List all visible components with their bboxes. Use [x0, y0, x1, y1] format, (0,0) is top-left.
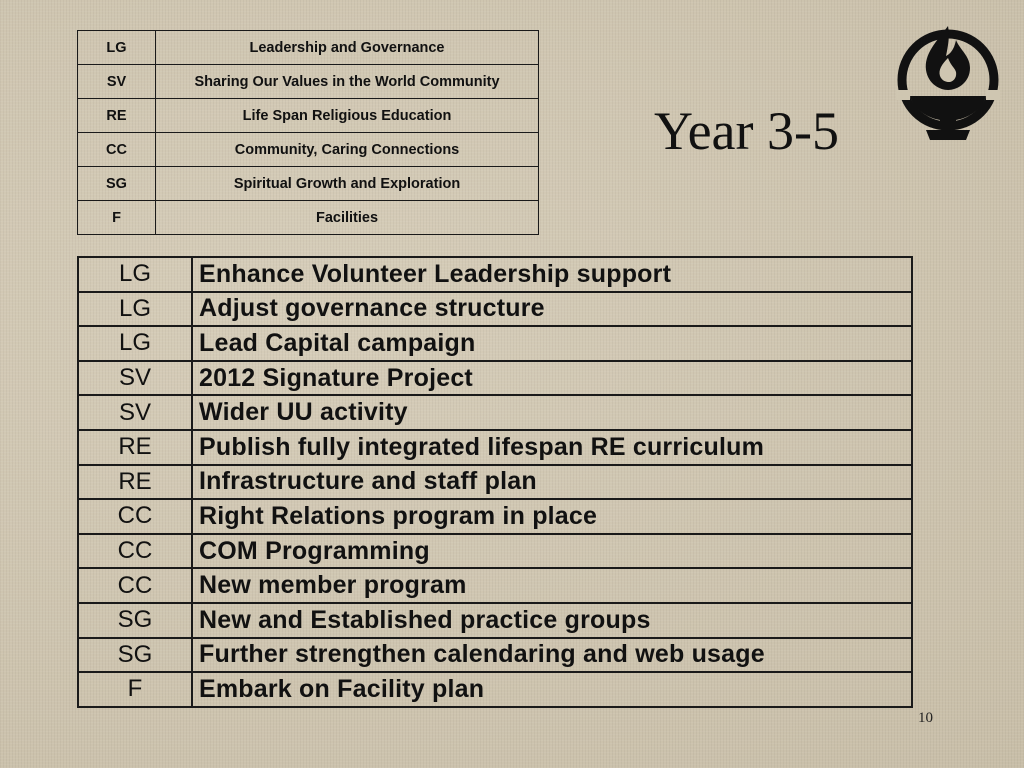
- legend-name: Spiritual Growth and Exploration: [156, 167, 539, 201]
- legend-row: [78, 31, 539, 65]
- legend-code: SG: [78, 167, 156, 201]
- goal-code: RE: [78, 430, 192, 465]
- legend-row: [78, 65, 539, 99]
- legend-table: [77, 30, 539, 235]
- goal-row: [78, 672, 912, 707]
- goal-code: LG: [78, 326, 192, 361]
- legend-row: [78, 167, 539, 201]
- goal-code: SG: [78, 603, 192, 638]
- legend-row: [78, 201, 539, 235]
- legend-row: [78, 133, 539, 167]
- goal-text: Infrastructure and staff plan: [192, 465, 912, 500]
- goal-code: CC: [78, 499, 192, 534]
- goal-row: [78, 499, 912, 534]
- goal-text: Further strengthen calendaring and web usage: [192, 638, 912, 673]
- legend-code: F: [78, 201, 156, 235]
- legend-row: [78, 99, 539, 133]
- page-number: 10: [918, 710, 933, 726]
- goal-row: [78, 465, 912, 500]
- legend-name: Community, Caring Connections: [156, 133, 539, 167]
- goal-text: 2012 Signature Project: [192, 361, 912, 396]
- legend-code: CC: [78, 133, 156, 167]
- legend-name: Sharing Our Values in the World Community: [156, 65, 539, 99]
- goal-code: SG: [78, 638, 192, 673]
- goal-row: [78, 638, 912, 673]
- legend-name: Life Span Religious Education: [156, 99, 539, 133]
- goal-text: COM Programming: [192, 534, 912, 569]
- goal-row: [78, 292, 912, 327]
- goal-row: [78, 568, 912, 603]
- goal-row: [78, 257, 912, 292]
- goal-code: SV: [78, 395, 192, 430]
- goal-row: [78, 430, 912, 465]
- goals-table: [77, 256, 913, 708]
- goal-text: Right Relations program in place: [192, 499, 912, 534]
- goal-row: [78, 361, 912, 396]
- goal-row: [78, 395, 912, 430]
- legend-code: SV: [78, 65, 156, 99]
- legend-code: LG: [78, 31, 156, 65]
- goal-text: Adjust governance structure: [192, 292, 912, 327]
- goal-text: New member program: [192, 568, 912, 603]
- goal-row: [78, 326, 912, 361]
- goal-text: Lead Capital campaign: [192, 326, 912, 361]
- goal-code: F: [78, 672, 192, 707]
- slide-title: Year 3-5: [654, 101, 839, 161]
- goal-text: Embark on Facility plan: [192, 672, 912, 707]
- goal-code: CC: [78, 534, 192, 569]
- goal-text: Enhance Volunteer Leadership support: [192, 257, 912, 292]
- goal-code: LG: [78, 292, 192, 327]
- goal-code: LG: [78, 257, 192, 292]
- legend-code: RE: [78, 99, 156, 133]
- goal-text: Wider UU activity: [192, 395, 912, 430]
- legend-name: Facilities: [156, 201, 539, 235]
- goal-text: Publish fully integrated lifespan RE curriculum: [192, 430, 912, 465]
- goal-row: [78, 603, 912, 638]
- goal-text: New and Established practice groups: [192, 603, 912, 638]
- flaming-chalice-icon: [896, 18, 1000, 148]
- goal-code: CC: [78, 568, 192, 603]
- goal-code: SV: [78, 361, 192, 396]
- legend-name: Leadership and Governance: [156, 31, 539, 65]
- goal-code: RE: [78, 465, 192, 500]
- goal-row: [78, 534, 912, 569]
